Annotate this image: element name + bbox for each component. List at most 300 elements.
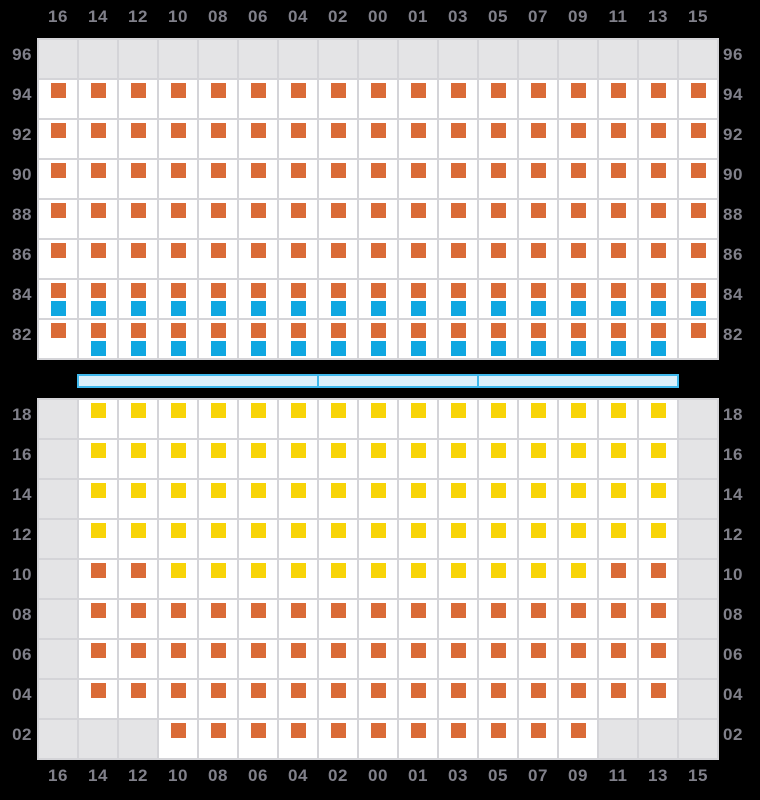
grid-cell[interactable] bbox=[239, 600, 277, 638]
grid-cell[interactable] bbox=[239, 200, 277, 238]
grid-cell[interactable] bbox=[439, 600, 477, 638]
grid-cell[interactable] bbox=[79, 480, 117, 518]
grid-cell[interactable] bbox=[599, 520, 637, 558]
yellow-marker bbox=[131, 403, 146, 418]
blue-marker bbox=[531, 301, 546, 316]
grid-cell[interactable] bbox=[79, 520, 117, 558]
grid-cell[interactable] bbox=[279, 120, 317, 158]
grid-cell[interactable] bbox=[239, 160, 277, 198]
grid-cell[interactable] bbox=[399, 240, 437, 278]
grid-cell[interactable] bbox=[479, 640, 517, 678]
grid-cell[interactable] bbox=[479, 440, 517, 478]
grid-cell[interactable] bbox=[559, 440, 597, 478]
blue-marker bbox=[51, 301, 66, 316]
grid-cell[interactable] bbox=[679, 200, 717, 238]
grid-cell[interactable] bbox=[519, 120, 557, 158]
grid-cell[interactable] bbox=[639, 560, 677, 598]
grid-cell[interactable] bbox=[79, 560, 117, 598]
grid-cell[interactable] bbox=[599, 320, 637, 358]
blue-marker bbox=[131, 341, 146, 356]
grid-cell[interactable] bbox=[519, 160, 557, 198]
grid-cell[interactable] bbox=[479, 80, 517, 118]
grid-cell[interactable] bbox=[319, 480, 357, 518]
grid-cell[interactable] bbox=[479, 520, 517, 558]
grid-cell[interactable] bbox=[279, 240, 317, 278]
grid-cell[interactable] bbox=[679, 120, 717, 158]
grid-cell[interactable] bbox=[239, 240, 277, 278]
orange-marker bbox=[491, 323, 506, 338]
grid-cell[interactable] bbox=[319, 560, 357, 598]
grid-cell[interactable] bbox=[639, 120, 677, 158]
grid-cell[interactable] bbox=[519, 520, 557, 558]
grid-cell[interactable] bbox=[279, 480, 317, 518]
orange-marker bbox=[131, 643, 146, 658]
grid-cell[interactable] bbox=[199, 520, 237, 558]
grid-cell[interactable] bbox=[479, 720, 517, 758]
grid-cell[interactable] bbox=[559, 640, 597, 678]
grid-cell[interactable] bbox=[639, 640, 677, 678]
grid-cell[interactable] bbox=[279, 520, 317, 558]
grid-cell[interactable] bbox=[359, 200, 397, 238]
grid-cell[interactable] bbox=[599, 200, 637, 238]
grid-cell[interactable] bbox=[119, 280, 157, 318]
grid-cell[interactable] bbox=[639, 400, 677, 438]
grid-cell[interactable] bbox=[79, 120, 117, 158]
column-label: 06 bbox=[248, 766, 268, 785]
grid-cell[interactable] bbox=[559, 720, 597, 758]
grid-cell[interactable] bbox=[559, 520, 597, 558]
grid-cell[interactable] bbox=[319, 160, 357, 198]
grid-cell[interactable] bbox=[639, 520, 677, 558]
grid-cell[interactable] bbox=[479, 160, 517, 198]
grid-cell[interactable] bbox=[119, 120, 157, 158]
orange-marker bbox=[211, 683, 226, 698]
bar-segment[interactable] bbox=[319, 376, 477, 386]
grid-cell[interactable] bbox=[199, 560, 237, 598]
grid-cell[interactable] bbox=[119, 440, 157, 478]
bar-segment[interactable] bbox=[479, 376, 677, 386]
grid-cell[interactable] bbox=[319, 240, 357, 278]
grid-cell[interactable] bbox=[679, 280, 717, 318]
grid-cell[interactable] bbox=[439, 520, 477, 558]
blue-marker bbox=[331, 301, 346, 316]
grid-cell[interactable] bbox=[199, 640, 237, 678]
grid-cell[interactable] bbox=[39, 320, 77, 358]
grid-cell[interactable] bbox=[279, 720, 317, 758]
grid-cell[interactable] bbox=[39, 280, 77, 318]
grid-cell[interactable] bbox=[559, 480, 597, 518]
grid-cell[interactable] bbox=[279, 680, 317, 718]
grid-cell[interactable] bbox=[199, 80, 237, 118]
grid-cell[interactable] bbox=[359, 600, 397, 638]
grid-cell[interactable] bbox=[239, 720, 277, 758]
grid-cell[interactable] bbox=[399, 440, 437, 478]
grid-cell[interactable] bbox=[239, 480, 277, 518]
grid-cell[interactable] bbox=[519, 640, 557, 678]
yellow-marker bbox=[571, 403, 586, 418]
grid-cell[interactable] bbox=[119, 520, 157, 558]
orange-marker bbox=[291, 123, 306, 138]
grid-cell[interactable] bbox=[319, 320, 357, 358]
grid-cell[interactable] bbox=[359, 440, 397, 478]
grid-cell[interactable] bbox=[639, 80, 677, 118]
grid-cell[interactable] bbox=[399, 200, 437, 238]
grid-cell[interactable] bbox=[479, 280, 517, 318]
grid-cell[interactable] bbox=[319, 440, 357, 478]
grid-cell[interactable] bbox=[319, 640, 357, 678]
grid-cell[interactable] bbox=[359, 280, 397, 318]
grid-cell[interactable] bbox=[159, 120, 197, 158]
grid-cell[interactable] bbox=[479, 600, 517, 638]
grid-cell[interactable] bbox=[559, 160, 597, 198]
grid-cell[interactable] bbox=[359, 320, 397, 358]
grid-cell bbox=[679, 560, 717, 598]
grid-cell[interactable] bbox=[439, 160, 477, 198]
orange-marker bbox=[571, 243, 586, 258]
grid-cell[interactable] bbox=[199, 480, 237, 518]
grid-cell[interactable] bbox=[639, 320, 677, 358]
grid-cell[interactable] bbox=[159, 320, 197, 358]
yellow-marker bbox=[211, 483, 226, 498]
grid-cell[interactable] bbox=[679, 80, 717, 118]
grid-cell[interactable] bbox=[119, 480, 157, 518]
grid-cell[interactable] bbox=[639, 240, 677, 278]
grid-cell[interactable] bbox=[399, 640, 437, 678]
column-label: 15 bbox=[688, 7, 708, 26]
orange-marker bbox=[651, 203, 666, 218]
grid-cell[interactable] bbox=[279, 640, 317, 678]
grid-cell[interactable] bbox=[599, 600, 637, 638]
yellow-marker bbox=[331, 523, 346, 538]
grid-cell[interactable] bbox=[239, 280, 277, 318]
grid-cell[interactable] bbox=[39, 120, 77, 158]
grid-cell[interactable] bbox=[439, 120, 477, 158]
grid-cell[interactable] bbox=[479, 120, 517, 158]
grid-cell[interactable] bbox=[599, 640, 637, 678]
grid-cell[interactable] bbox=[559, 600, 597, 638]
grid-cell[interactable] bbox=[159, 520, 197, 558]
grid-cell[interactable] bbox=[159, 240, 197, 278]
grid-cell[interactable] bbox=[639, 600, 677, 638]
grid-cell[interactable] bbox=[279, 80, 317, 118]
grid-cell[interactable] bbox=[359, 240, 397, 278]
grid-cell[interactable] bbox=[559, 400, 597, 438]
grid-cell[interactable] bbox=[239, 680, 277, 718]
grid-cell[interactable] bbox=[79, 440, 117, 478]
grid-cell[interactable] bbox=[319, 520, 357, 558]
row-label: 18 bbox=[12, 405, 32, 424]
grid-cell[interactable] bbox=[399, 720, 437, 758]
orange-marker bbox=[251, 123, 266, 138]
grid-cell[interactable] bbox=[559, 200, 597, 238]
grid-cell[interactable] bbox=[639, 280, 677, 318]
grid-cell[interactable] bbox=[639, 160, 677, 198]
grid-cell[interactable] bbox=[559, 680, 597, 718]
grid-cell[interactable] bbox=[359, 160, 397, 198]
grid-cell[interactable] bbox=[439, 200, 477, 238]
grid-cell[interactable] bbox=[439, 640, 477, 678]
grid-cell[interactable] bbox=[239, 120, 277, 158]
grid-cell[interactable] bbox=[359, 680, 397, 718]
grid-cell[interactable] bbox=[479, 200, 517, 238]
grid-cell[interactable] bbox=[599, 440, 637, 478]
grid-cell[interactable] bbox=[159, 80, 197, 118]
yellow-marker bbox=[571, 443, 586, 458]
grid-cell[interactable] bbox=[559, 320, 597, 358]
grid-cell[interactable] bbox=[519, 680, 557, 718]
orange-marker bbox=[531, 603, 546, 618]
grid-cell[interactable] bbox=[559, 280, 597, 318]
grid-cell[interactable] bbox=[119, 200, 157, 238]
grid-cell[interactable] bbox=[199, 600, 237, 638]
row-label: 82 bbox=[723, 325, 743, 344]
grid-cell[interactable] bbox=[119, 400, 157, 438]
grid-cell[interactable] bbox=[119, 600, 157, 638]
grid-cell[interactable] bbox=[439, 560, 477, 598]
grid-cell[interactable] bbox=[479, 240, 517, 278]
grid-cell[interactable] bbox=[79, 200, 117, 238]
grid-cell[interactable] bbox=[279, 440, 317, 478]
grid-cell[interactable] bbox=[399, 400, 437, 438]
orange-marker bbox=[291, 243, 306, 258]
grid-cell[interactable] bbox=[359, 120, 397, 158]
orange-marker bbox=[331, 723, 346, 738]
grid-cell[interactable] bbox=[439, 320, 477, 358]
orange-marker bbox=[51, 163, 66, 178]
grid-cell[interactable] bbox=[319, 120, 357, 158]
grid-cell[interactable] bbox=[479, 680, 517, 718]
grid-cell[interactable] bbox=[359, 520, 397, 558]
grid-cell[interactable] bbox=[239, 400, 277, 438]
grid-cell[interactable] bbox=[519, 480, 557, 518]
grid-cell[interactable] bbox=[679, 320, 717, 358]
yellow-marker bbox=[251, 443, 266, 458]
grid-cell[interactable] bbox=[159, 440, 197, 478]
grid-cell[interactable] bbox=[159, 600, 197, 638]
grid-cell[interactable] bbox=[279, 280, 317, 318]
grid-cell[interactable] bbox=[399, 160, 437, 198]
grid-cell[interactable] bbox=[319, 680, 357, 718]
grid-cell[interactable] bbox=[399, 600, 437, 638]
grid-cell[interactable] bbox=[519, 200, 557, 238]
grid-cell[interactable] bbox=[199, 280, 237, 318]
grid-cell[interactable] bbox=[639, 200, 677, 238]
grid-cell[interactable] bbox=[679, 240, 717, 278]
grid-cell[interactable] bbox=[159, 560, 197, 598]
column-label: 14 bbox=[88, 7, 108, 26]
grid-cell[interactable] bbox=[79, 160, 117, 198]
grid-cell[interactable] bbox=[79, 80, 117, 118]
grid-cell[interactable] bbox=[79, 320, 117, 358]
grid-cell[interactable] bbox=[119, 560, 157, 598]
orange-marker bbox=[171, 723, 186, 738]
grid-cell[interactable] bbox=[519, 600, 557, 638]
grid-cell[interactable] bbox=[519, 440, 557, 478]
grid-cell[interactable] bbox=[239, 560, 277, 598]
grid-cell[interactable] bbox=[359, 720, 397, 758]
grid-cell[interactable] bbox=[359, 560, 397, 598]
grid-cell[interactable] bbox=[159, 680, 197, 718]
orange-marker bbox=[491, 603, 506, 618]
grid-cell[interactable] bbox=[519, 240, 557, 278]
grid-cell[interactable] bbox=[119, 80, 157, 118]
grid-cell[interactable] bbox=[119, 240, 157, 278]
orange-marker bbox=[171, 203, 186, 218]
grid-cell[interactable] bbox=[639, 680, 677, 718]
grid-cell[interactable] bbox=[119, 640, 157, 678]
grid-cell[interactable] bbox=[479, 480, 517, 518]
grid-cell[interactable] bbox=[559, 120, 597, 158]
orange-marker bbox=[251, 603, 266, 618]
yellow-marker bbox=[331, 563, 346, 578]
grid-cell[interactable] bbox=[439, 280, 477, 318]
grid-cell[interactable] bbox=[439, 400, 477, 438]
orange-marker bbox=[291, 643, 306, 658]
grid-cell[interactable] bbox=[519, 720, 557, 758]
grid-cell[interactable] bbox=[279, 560, 317, 598]
grid-cell[interactable] bbox=[159, 160, 197, 198]
grid-cell[interactable] bbox=[599, 680, 637, 718]
grid-cell[interactable] bbox=[399, 120, 437, 158]
grid-cell[interactable] bbox=[279, 160, 317, 198]
grid-cell[interactable] bbox=[399, 80, 437, 118]
grid-cell[interactable] bbox=[399, 280, 437, 318]
grid-cell[interactable] bbox=[199, 200, 237, 238]
grid-cell[interactable] bbox=[199, 160, 237, 198]
grid-cell[interactable] bbox=[119, 680, 157, 718]
grid-cell[interactable] bbox=[159, 480, 197, 518]
grid-cell[interactable] bbox=[599, 160, 637, 198]
grid-cell[interactable] bbox=[159, 280, 197, 318]
orange-marker bbox=[611, 243, 626, 258]
grid-cell[interactable] bbox=[399, 320, 437, 358]
orange-marker bbox=[531, 203, 546, 218]
grid-cell[interactable] bbox=[559, 240, 597, 278]
grid-cell[interactable] bbox=[599, 280, 637, 318]
grid-cell[interactable] bbox=[239, 520, 277, 558]
grid-cell[interactable] bbox=[319, 400, 357, 438]
grid-cell bbox=[39, 440, 77, 478]
grid-cell bbox=[679, 440, 717, 478]
grid-cell[interactable] bbox=[599, 560, 637, 598]
grid-cell[interactable] bbox=[399, 560, 437, 598]
grid-cell[interactable] bbox=[599, 120, 637, 158]
column-label: 04 bbox=[288, 7, 308, 26]
grid-cell[interactable] bbox=[399, 680, 437, 718]
grid-cell[interactable] bbox=[279, 400, 317, 438]
grid-cell[interactable] bbox=[239, 80, 277, 118]
yellow-marker bbox=[611, 523, 626, 538]
grid-cell[interactable] bbox=[279, 200, 317, 238]
grid-cell[interactable] bbox=[639, 440, 677, 478]
grid-cell[interactable] bbox=[79, 680, 117, 718]
grid-cell[interactable] bbox=[279, 600, 317, 638]
grid-cell[interactable] bbox=[79, 640, 117, 678]
grid-cell[interactable] bbox=[319, 280, 357, 318]
grid-cell[interactable] bbox=[199, 240, 237, 278]
grid-cell[interactable] bbox=[79, 600, 117, 638]
grid-cell[interactable] bbox=[199, 440, 237, 478]
grid-cell[interactable] bbox=[159, 200, 197, 238]
grid-cell[interactable] bbox=[519, 320, 557, 358]
grid-cell[interactable] bbox=[599, 400, 637, 438]
grid-cell bbox=[639, 720, 677, 758]
grid-cell[interactable] bbox=[479, 560, 517, 598]
grid-cell[interactable] bbox=[199, 680, 237, 718]
grid-cell[interactable] bbox=[279, 320, 317, 358]
grid-cell[interactable] bbox=[319, 720, 357, 758]
orange-marker bbox=[411, 283, 426, 298]
grid-cell[interactable] bbox=[199, 120, 237, 158]
grid-cell[interactable] bbox=[439, 440, 477, 478]
grid-cell[interactable] bbox=[479, 400, 517, 438]
grid-cell[interactable] bbox=[439, 240, 477, 278]
grid-cell bbox=[319, 40, 357, 78]
grid-cell[interactable] bbox=[79, 240, 117, 278]
orange-marker bbox=[91, 83, 106, 98]
grid-cell[interactable] bbox=[639, 480, 677, 518]
grid-cell[interactable] bbox=[599, 480, 637, 518]
grid-cell[interactable] bbox=[479, 320, 517, 358]
yellow-marker bbox=[171, 483, 186, 498]
grid-cell[interactable] bbox=[519, 280, 557, 318]
grid-cell[interactable] bbox=[199, 320, 237, 358]
orange-marker bbox=[651, 563, 666, 578]
grid-cell[interactable] bbox=[319, 600, 357, 638]
grid-cell[interactable] bbox=[79, 400, 117, 438]
grid-cell[interactable] bbox=[439, 480, 477, 518]
grid-cell[interactable] bbox=[519, 560, 557, 598]
grid-cell[interactable] bbox=[599, 240, 637, 278]
grid-cell[interactable] bbox=[39, 200, 77, 238]
grid-cell[interactable] bbox=[319, 200, 357, 238]
grid-cell[interactable] bbox=[439, 80, 477, 118]
grid-cell[interactable] bbox=[119, 160, 157, 198]
grid-cell[interactable] bbox=[39, 80, 77, 118]
grid-cell[interactable] bbox=[319, 80, 357, 118]
grid-cell[interactable] bbox=[359, 480, 397, 518]
grid-cell[interactable] bbox=[199, 720, 237, 758]
grid-cell[interactable] bbox=[399, 480, 437, 518]
grid-cell[interactable] bbox=[559, 560, 597, 598]
grid-cell[interactable] bbox=[399, 520, 437, 558]
grid-cell[interactable] bbox=[159, 400, 197, 438]
grid-cell[interactable] bbox=[559, 80, 597, 118]
grid-cell[interactable] bbox=[599, 80, 637, 118]
grid-cell[interactable] bbox=[439, 680, 477, 718]
grid-cell[interactable] bbox=[239, 320, 277, 358]
bar-segment[interactable] bbox=[79, 376, 317, 386]
grid-cell[interactable] bbox=[519, 400, 557, 438]
grid-cell[interactable] bbox=[239, 640, 277, 678]
grid-cell[interactable] bbox=[79, 280, 117, 318]
grid-cell[interactable] bbox=[159, 720, 197, 758]
grid-cell[interactable] bbox=[679, 160, 717, 198]
grid-cell[interactable] bbox=[359, 400, 397, 438]
grid-cell[interactable] bbox=[439, 720, 477, 758]
grid-cell[interactable] bbox=[39, 240, 77, 278]
orange-marker bbox=[531, 323, 546, 338]
grid-cell[interactable] bbox=[159, 640, 197, 678]
grid-cell[interactable] bbox=[519, 80, 557, 118]
grid-cell[interactable] bbox=[239, 440, 277, 478]
grid-cell[interactable] bbox=[199, 400, 237, 438]
grid-cell[interactable] bbox=[359, 640, 397, 678]
grid-cell[interactable] bbox=[39, 160, 77, 198]
grid-cell[interactable] bbox=[119, 320, 157, 358]
blue-marker bbox=[211, 301, 226, 316]
grid-cell[interactable] bbox=[359, 80, 397, 118]
